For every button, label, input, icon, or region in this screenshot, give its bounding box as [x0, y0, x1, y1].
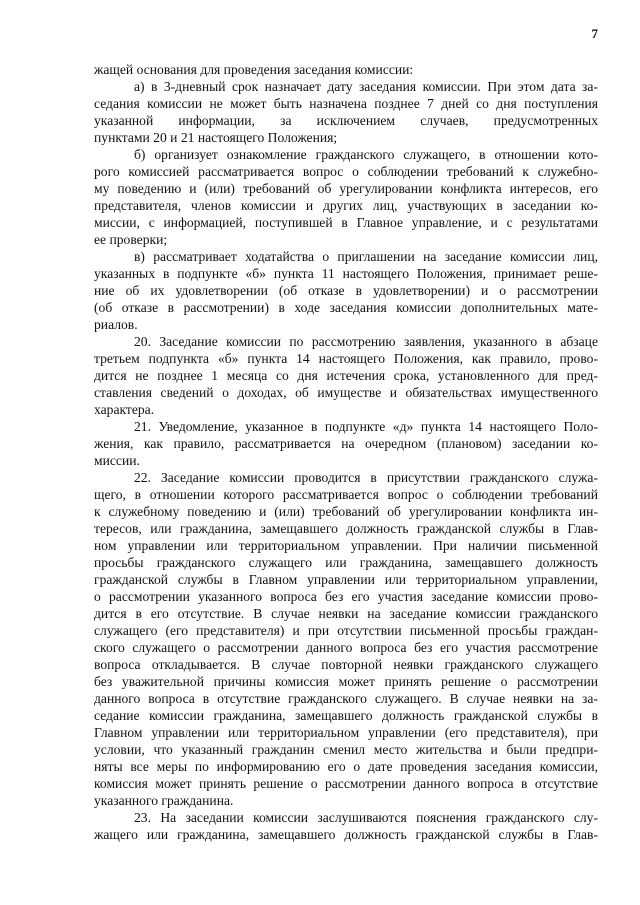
text-line: седания комиссии не может быть назначена позднее 7 дней со дня поступления [94, 96, 598, 111]
text-line: жения, как правило, рассматривается на очередном (плановом) заседании ко- [94, 436, 598, 451]
text-line: условии, что указанный гражданин сменил место жительства и были предпри- [94, 742, 598, 757]
text-line: вопроса откладывается. В случае повторной неявки гражданского служащего [94, 657, 598, 672]
text-line: о рассмотрении указанного вопроса без его участия заседание комиссии прово- [94, 589, 598, 604]
text-line: указанной информации, за исключением случаев, предусмотренных [94, 113, 598, 128]
text-line: данного вопроса в отсутствие гражданского служащего. В случае неявки на за- [94, 691, 598, 706]
text-line: гражданской службы в Главном управлении или территориальном управлении, [94, 572, 598, 587]
text-line: третьем подпункта «б» пункта 14 настоящего Положения, как правило, прово- [94, 351, 598, 366]
text-line: просьбы гражданского служащего или гражданина, замещавшего должность [94, 555, 598, 570]
paragraph-first-line: в) рассматривает ходатайства о приглашении на заседание комиссии лиц, [134, 249, 598, 264]
text-line: без уважительной причины комиссия может принять решение о рассмотрении [94, 674, 598, 689]
text-line: щего, в отношении которого рассматривается вопрос о соблюдении требований [94, 487, 598, 502]
text-line: ского служащего о рассмотрении данного вопроса без его участия рассмотрение [94, 640, 598, 655]
text-line: тересов, или гражданина, замещавшего должность гражданской службы в Глав- [94, 521, 598, 536]
text-line: му поведению и (или) требований об урегулировании конфликта интересов, его [94, 181, 598, 196]
text-line: ставления сведений о доходах, об имуществе и обязательствах имущественного [94, 385, 598, 400]
text-line: пунктами 20 и 21 настоящего Положения; [94, 130, 338, 145]
text-line: характера. [94, 402, 155, 417]
paragraph-first-line: 20. Заседание комиссии по рассмотрению заявления, указанного в абзаце [134, 334, 598, 349]
text-line: седание комиссии гражданина, замещавшего должность гражданской службы в [94, 708, 598, 723]
text-line: риалов. [94, 317, 138, 332]
text-line: указанных в подпункте «б» пункта 11 настоящего Положения, принимает реше- [94, 266, 598, 281]
text-line: (об отказе в рассмотрении) в ходе заседания комиссии дополнительных мате- [94, 300, 598, 315]
text-line: няты все меры по информированию его о дате проведения заседания комиссии, [94, 759, 598, 774]
page-number: 7 [591, 26, 598, 41]
paragraph-first-line: 22. Заседание комиссии проводится в присутствии гражданского служа- [134, 470, 598, 485]
text-line: представителя, членов комиссии и других лиц, участвующих в заседании ко- [94, 198, 598, 213]
text-line: указанного гражданина. [94, 793, 234, 808]
text-line: Главном управлении или территориальном управлении (его представителя), при [94, 725, 598, 740]
text-line: дится в его отсутствие. В случае неявки на заседание комиссии гражданского [94, 606, 598, 621]
text-line: рого комиссией рассматривается вопрос о соблюдении требований к служебно- [94, 164, 598, 179]
text-line: служащего (его представителя) и при отсутствии письменной просьбы граждан- [94, 623, 598, 638]
text-line: ее проверки; [94, 232, 168, 247]
text-line: к служебному поведению и (или) требований об урегулировании конфликта ин- [94, 504, 598, 519]
paragraph-first-line: б) организует ознакомление гражданского служащего, в отношении кото- [134, 147, 598, 162]
text-line: комиссия может принять решение о рассмотрении данного вопроса в отсутствие [94, 776, 598, 791]
paragraph-first-line: 23. На заседании комиссии заслушиваются пояснения гражданского слу- [134, 810, 598, 825]
text-line: миссии, с информацией, поступившей в Главное управление, и с результатами [94, 215, 598, 230]
paragraph-first-line: 21. Уведомление, указанное в подпункте «д» пункта 14 настоящего Поло- [134, 419, 598, 434]
text-line: дится не позднее 1 месяца со дня истечения срока, установленного для пред- [94, 368, 598, 383]
body-text [94, 61, 598, 843]
text-line: миссии. [94, 453, 140, 468]
text-line: жащей основания для проведения заседания комиссии: [94, 62, 414, 77]
text-line: ном управлении или территориальном управлении. При наличии письменной [94, 538, 598, 553]
paragraph-first-line: а) в 3-дневный срок назначает дату заседания комиссии. При этом дата за- [134, 79, 598, 94]
text-line: жащего или гражданина, замещавшего должность гражданской службы в Глав- [94, 827, 598, 842]
text-line: ние об их удовлетворении (об отказе в удовлетворении) и о рассмотрении [94, 283, 598, 298]
